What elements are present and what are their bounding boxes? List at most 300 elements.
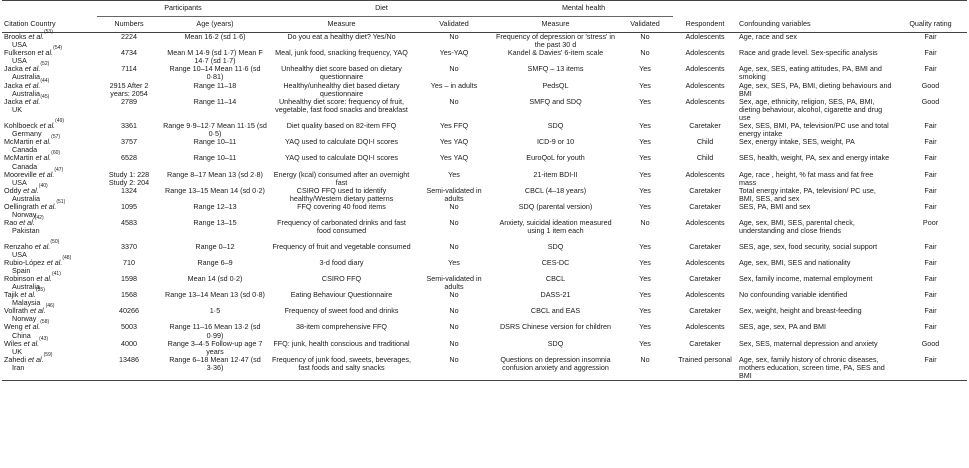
et-al: et al. (33, 153, 52, 163)
age-cell: Mean M 14·9 (sd 1·7) Mean F 14·7 (sd 1·7) (167, 48, 263, 66)
quality-rating-cell: Fair (924, 241, 937, 251)
table-row (2, 291, 967, 307)
numbers-cell: 5003 (121, 322, 137, 332)
diet-group-header: Diet (269, 1, 494, 17)
et-al: et al. (36, 169, 55, 179)
et-al: et al. (26, 32, 44, 41)
mental-health-measure-cell: Kandel & Davies' 6-item scale (507, 48, 604, 58)
author-name: Oddy (4, 185, 22, 195)
numbers-cell: 4000 (121, 338, 137, 348)
age-cell: Range 10–11 (193, 137, 237, 147)
author-name: Mooreville (4, 169, 37, 179)
diet-validated-cell: No (449, 322, 459, 332)
diet-validated-cell: No (449, 218, 459, 228)
confounding-variables-cell: Age, race and sex (739, 32, 797, 41)
author-name: Brooks (4, 32, 27, 41)
country: Australia (12, 72, 40, 82)
diet-measure-cell: 38-item comprehensive FFQ (295, 322, 388, 332)
et-al: et al. (34, 273, 52, 283)
et-al: et al. (33, 137, 52, 147)
mental-health-validated-cell: Yes (639, 322, 651, 332)
country: UK (12, 104, 22, 114)
reference-number: (60) (51, 150, 61, 157)
diet-validated-cell: No (449, 306, 459, 316)
numbers-cell: 3361 (121, 121, 137, 131)
diet-measure-cell: Meal, junk food, snacking frequency, YAQ (275, 48, 408, 58)
respondent-cell: Adolescents (685, 290, 725, 300)
diet-validated-cell: Yes YAQ (439, 137, 469, 147)
quality-rating-cell: Fair (924, 32, 937, 41)
et-al: et al. (38, 201, 57, 211)
confounding-variables-cell: Sex, age, ethnicity, religion, SES, PA, BMI, dieting behaviour, alcohol, cigarette and drug use (739, 96, 883, 122)
country: China (12, 330, 31, 340)
table-body (2, 29, 967, 381)
respondent-cell: Caretaker (689, 273, 721, 283)
diet-measure-cell: 3-d food diary (319, 257, 364, 267)
reference-number: (42) (34, 215, 44, 222)
respondent-cell: Caretaker (689, 185, 721, 195)
mental-health-validated-cell: No (640, 218, 650, 228)
table-row (2, 356, 967, 381)
reference-number: (47) (54, 166, 64, 173)
respondent-cell: Adolescents (685, 32, 725, 41)
confounding-variables-cell: Sex, SES, BMI, PA, television/PC use and total energy intake (739, 121, 889, 139)
reference-number: (57) (51, 134, 61, 141)
country: USA (12, 40, 27, 50)
numbers-cell: 710 (123, 257, 135, 267)
citation-cell (2, 238, 97, 259)
mental-health-validated-cell: Yes (639, 306, 651, 316)
mental-health-measure-cell: SMFQ and SDQ (529, 96, 582, 106)
diet-validated-header: Validated (414, 17, 494, 33)
author-name: Weng (4, 322, 23, 332)
mental-health-measure-cell: 21-item BDI-II (533, 169, 578, 179)
et-al: et al. (37, 121, 56, 131)
table-row (2, 138, 967, 154)
studies-table (2, 0, 967, 381)
table-row (2, 307, 967, 323)
citation-cell (2, 45, 97, 68)
et-al: et al. (22, 64, 41, 74)
diet-measure-cell: Diet quality based on 82-item FFQ (286, 121, 397, 131)
author-name: Fulkerson (4, 48, 36, 58)
age-cell: Range 6–9 (197, 257, 233, 267)
table-row (2, 219, 967, 242)
respondent-cell: Adolescents (685, 96, 725, 106)
age-cell: Range 9·9–12·7 Mean 11·15 (sd 0·5) (163, 121, 267, 139)
confounding-variables-cell: Sex, SES, maternal depression and anxiety (739, 338, 878, 348)
numbers-cell: 7114 (121, 64, 137, 74)
table-row (2, 49, 967, 65)
quality-rating-cell: Fair (924, 185, 937, 195)
country: USA (12, 56, 27, 66)
et-al: et al. (44, 257, 63, 267)
respondent-cell: Caretaker (689, 338, 721, 348)
et-al: et al. (32, 241, 51, 251)
numbers-cell: 1568 (121, 290, 137, 300)
et-al: et al. (27, 306, 46, 316)
citation-cell (2, 150, 97, 171)
quality-rating-cell: Good (921, 338, 940, 348)
author-name: Robinson (4, 273, 35, 283)
mental-health-validated-cell: Yes (639, 80, 651, 90)
age-cell: Range 8–17 Mean 13 (sd 2·8) (167, 169, 263, 179)
author-name: Zahedi (4, 354, 26, 364)
mental-health-validated-cell: Yes (639, 64, 651, 74)
age-cell: Range 0–12 (195, 241, 235, 251)
table-row (2, 122, 967, 138)
diet-measure-cell: CSIRO FFQ (321, 273, 362, 283)
country: Canada (12, 145, 38, 155)
reference-number: (52) (40, 61, 50, 68)
mental-health-validated-cell: Yes (639, 257, 651, 267)
et-al: et al. (22, 80, 41, 90)
participants-group-header: Participants (97, 1, 269, 17)
respondent-cell: Adolescents (685, 257, 725, 267)
mental-health-validated-header: Validated (617, 17, 673, 33)
country: USA (12, 249, 27, 259)
mental-health-measure-cell: Frequency of depression or 'stress' in the past 30 d (496, 32, 616, 50)
respondent-cell: Caretaker (689, 201, 721, 211)
mental-health-measure-cell: CBCL (4–18 years) (524, 185, 587, 195)
age-cell: Range 13–14 Mean 13 (sd 0·8) (165, 290, 265, 300)
diet-validated-cell: Yes YAQ (439, 153, 469, 163)
respondent-cell: Adolescents (685, 169, 725, 179)
confounding-variables-cell: Sex, family income, maternal employment (739, 273, 873, 283)
quality-rating-cell: Fair (894, 356, 967, 381)
quality-rating-cell: Fair (924, 121, 937, 131)
diet-validated-cell: Yes (448, 257, 460, 267)
author-name: Vollrath (4, 306, 28, 316)
diet-validated-cell: No (449, 241, 459, 251)
reference-number: (44) (40, 77, 50, 84)
et-al: et al. (17, 218, 35, 228)
confounding-variables-cell: Race and grade level. Sex-specific analysis (739, 48, 878, 58)
mental-health-validated-cell: Yes (639, 185, 651, 195)
mental-health-validated-cell: No (640, 32, 650, 41)
reference-number: (48) (62, 254, 72, 261)
age-cell: Range 3–4·5 Follow-up age 7 years (167, 338, 263, 356)
diet-validated-cell: Semi-validated in adults (426, 185, 482, 203)
diet-validated-cell: No (449, 290, 459, 300)
quality-rating-cell: Fair (924, 64, 937, 74)
quality-rating-header: Quality rating (894, 17, 967, 33)
numbers-cell: 1095 (121, 201, 137, 211)
et-al: et al. (21, 185, 39, 195)
quality-rating-cell: Good (921, 96, 940, 106)
mental-health-validated-cell: Yes (639, 137, 651, 147)
country: Spain (12, 265, 31, 275)
diet-measure-cell: Unhealthy diet score: frequency of fruit, vegetable, fast food snacks and breakfast (275, 96, 408, 114)
confounding-variables-cell: SES, PA, BMI and sex (739, 201, 811, 211)
author-name: Oellingrath (4, 201, 39, 211)
diet-validated-cell: No (414, 356, 494, 381)
reference-number: (54) (53, 45, 63, 52)
confounding-variables-cell: Age, race , height, % fat mass and fat free mass (739, 169, 874, 187)
diet-validated-cell: No (449, 64, 459, 74)
table-row (2, 259, 967, 275)
table-row (2, 243, 967, 259)
age-cell: Range 11–16 Mean 13·2 (sd 0·99) (169, 322, 261, 340)
table-row (2, 82, 967, 98)
mental-health-validated-cell: Yes (639, 338, 651, 348)
respondent-cell: Adolescents (685, 322, 725, 332)
diet-measure-cell: Do you eat a healthy diet? Yes/No (287, 32, 396, 41)
numbers-cell: 2915 After 2 years: 2054 (109, 80, 149, 98)
author-name: Jacka (4, 64, 23, 74)
diet-validated-cell: No (449, 338, 459, 348)
et-al: et al. (22, 322, 41, 332)
mental-health-measure-cell: EuroQoL for youth (526, 153, 585, 163)
reference-number: (50) (50, 238, 60, 245)
confounding-variables-cell: Age, sex, SES, PA, BMI, dieting behaviours and BMI (739, 80, 892, 98)
respondent-cell: Caretaker (689, 306, 721, 316)
numbers-cell: 3370 (121, 241, 137, 251)
reference-number: (40) (38, 182, 48, 189)
country: Malaysia (12, 298, 41, 308)
numbers-cell: 13486 (97, 356, 161, 381)
reference-number: (43) (39, 335, 49, 342)
quality-rating-cell: Fair (924, 169, 937, 179)
mental-health-validated-cell: Yes (639, 169, 651, 179)
mental-health-measure-header: Measure (494, 17, 617, 33)
respondent-cell: Adolescents (685, 80, 725, 90)
numbers-cell: 2789 (121, 96, 137, 106)
diet-measure-cell: Frequency of carbonated drinks and fast food consumed (277, 218, 406, 236)
diet-measure-cell: FFQ covering 40 food items (297, 201, 386, 211)
reference-number: (55) (35, 287, 45, 294)
diet-measure-cell: CSIRO FFQ used to identify healthy/Western dietary patterns (289, 185, 394, 203)
mental-health-measure-cell: DSRS Chinese version for children (499, 322, 612, 332)
respondent-cell: Adolescents (685, 48, 725, 58)
diet-measure-cell: Eating Behaviour Questionnaire (290, 290, 393, 300)
country: Pakistan (12, 226, 40, 236)
respondent-cell: Caretaker (689, 241, 721, 251)
diet-measure-cell: Energy (kcal) consumed after an overnight fast (273, 169, 410, 187)
citation-country-header: Citation Country (2, 17, 97, 33)
country: Germany (12, 129, 42, 139)
reference-number: (58) (40, 319, 50, 326)
confounding-variables-cell: Age, sex, family history of chronic diseases, mothers education, screen time, PA, SES and BMI (737, 356, 894, 381)
et-al: et al. (21, 338, 40, 348)
confounding-variables-cell: Total energy intake, PA, television/ PC use, BMI, SES, and sex (739, 185, 876, 203)
quality-rating-cell: Fair (924, 306, 937, 316)
mental-health-validated-cell: Yes (639, 290, 651, 300)
respondent-cell: Child (696, 137, 714, 147)
author-name: Tajik (4, 290, 19, 300)
confounding-variables-cell: Age, sex, BMI, SES, parental check, understanding and close friends (739, 218, 855, 236)
age-cell: Mean 16·2 (sd 1·6) (184, 32, 246, 41)
diet-validated-cell: Yes (448, 169, 460, 179)
diet-measure-cell: YAQ used to calculate DQI-I scores (285, 137, 398, 147)
diet-validated-cell: Yes – in adults (430, 80, 478, 90)
author-name: McMartin (4, 137, 34, 147)
age-cell: Mean 14 (sd 0·2) (187, 273, 243, 283)
citation-cell (2, 77, 97, 98)
mental-health-measure-cell: SDQ (547, 121, 564, 131)
confounding-variables-cell: No confounding variable identified (739, 290, 848, 300)
country: Australia (12, 193, 40, 203)
mental-health-measure-cell: ICD-9 or 10 (536, 137, 575, 147)
column-header-row (2, 17, 967, 33)
age-cell: Range 6–18 Mean 12·47 (sd 3·36) (161, 356, 269, 381)
author-name: Jacka (4, 96, 23, 106)
quality-rating-cell: Fair (924, 137, 937, 147)
author-name: Renzaho (4, 241, 33, 251)
confounding-variables-cell: SES, age, sex, PA and BMI (739, 322, 826, 332)
diet-validated-cell: No (449, 96, 459, 106)
mental-health-measure-cell: CBCL (545, 273, 566, 283)
country: Australia (12, 88, 40, 98)
country: UK (12, 346, 22, 356)
mental-health-validated-cell: Yes (639, 273, 651, 283)
confounding-variables-cell: Sex, energy intake, SES, weight, PA (739, 137, 855, 147)
author-name: Wiles (4, 338, 22, 348)
country: Canada (12, 161, 38, 171)
table-row (2, 187, 967, 203)
table-row (2, 33, 967, 50)
author-name: Rao (4, 218, 18, 228)
quality-rating-cell: Fair (924, 48, 937, 58)
mental-health-group-header: Mental health (494, 1, 673, 17)
author-name: McMartin (4, 153, 34, 163)
age-cell: Range 13–15 (193, 218, 237, 228)
numbers-cell: 6528 (121, 153, 137, 163)
quality-rating-cell: Fair (924, 201, 937, 211)
mental-health-measure-cell: SDQ (547, 241, 564, 251)
quality-rating-cell: Fair (924, 322, 937, 332)
numbers-cell: 4583 (121, 218, 137, 228)
respondent-cell: Caretaker (689, 121, 721, 131)
author-name: Rubio-López (4, 257, 45, 267)
confounding-variables-cell: SES, health, weight, PA, sex and energy intake (739, 153, 890, 163)
quality-rating-cell: Fair (924, 290, 937, 300)
reference-number: (49) (55, 118, 65, 125)
confounding-variables-cell: SES, age, sex, food security, social support (739, 241, 878, 251)
diet-measure-cell: Frequency of junk food, sweets, beverages, fast foods and salty snacks (269, 356, 414, 381)
country: USA (12, 177, 27, 187)
quality-rating-cell: Good (921, 80, 940, 90)
table-row (2, 171, 967, 187)
table-row (2, 65, 967, 81)
age-cell: Range 11–18 (193, 80, 237, 90)
numbers-cell: 4734 (121, 48, 137, 58)
country: Australia (12, 282, 40, 292)
quality-rating-cell: Fair (924, 153, 937, 163)
quality-rating-cell: Fair (924, 273, 937, 283)
respondent-cell: Adolescents (685, 218, 725, 228)
diet-measure-cell: Frequency of fruit and vegetable consumed (272, 241, 411, 251)
numbers-cell: Study 1: 228 Study 2: 204 (108, 169, 150, 187)
reference-number: (53) (43, 29, 53, 35)
mental-health-validated-cell: Yes (639, 241, 651, 251)
mental-health-measure-cell: CES-DC (541, 257, 570, 267)
age-cell: Range 12–13 (193, 201, 237, 211)
table-row (2, 323, 967, 339)
age-cell: Range 10–11 (193, 153, 237, 163)
mental-health-validated-cell: No (640, 48, 650, 58)
age-cell: 1·5 (209, 306, 221, 316)
mental-health-validated-cell: Yes (639, 153, 651, 163)
age-cell: Range 10–14 Mean 11·6 (sd 0·81) (169, 64, 261, 82)
mental-health-measure-cell: Questions on depression insomnia confusion anxiety and aggression (494, 356, 617, 381)
author-name: Jacka (4, 80, 23, 90)
country: Iran (12, 362, 25, 372)
numbers-cell: 3757 (121, 137, 137, 147)
table-row (2, 340, 967, 356)
citation-cell (2, 118, 97, 141)
reference-number: (45) (40, 93, 50, 100)
mental-health-measure-cell: DASS-21 (540, 290, 571, 300)
et-al: et al. (25, 354, 44, 364)
diet-validated-cell: Yes-YAQ (439, 48, 469, 58)
mental-health-measure-cell: PedsQL (542, 80, 569, 90)
reference-number: (51) (56, 198, 66, 205)
table-row (2, 275, 967, 291)
diet-measure-header: Measure (269, 17, 414, 33)
et-al: et al. (22, 96, 41, 106)
author-name: Kohlboeck (4, 121, 38, 131)
numbers-cell: 40266 (119, 306, 139, 316)
diet-measure-cell: Unhealthy diet score based on dietary questionnaire (281, 64, 402, 82)
diet-validated-cell: No (449, 201, 459, 211)
diet-measure-cell: Frequency of sweet food and drinks (284, 306, 399, 316)
diet-measure-cell: FFQ: junk, health conscious and traditional (273, 338, 410, 348)
numbers-cell: 1598 (121, 273, 137, 283)
mental-health-validated-cell: Yes (639, 201, 651, 211)
et-al: et al. (35, 48, 54, 58)
quality-rating-cell: Fair (924, 257, 937, 267)
country: Norway (12, 314, 37, 324)
mental-health-measure-cell: SMFQ – 13 items (527, 64, 584, 74)
confounding-variables-cell: Age, sex, BMI, SES and nationality (739, 257, 851, 267)
age-cell: Range 11–14 (193, 96, 237, 106)
numbers-cell: 1324 (121, 185, 137, 195)
reference-number: (46) (45, 303, 55, 310)
diet-validated-cell: Semi-validated in adults (426, 273, 482, 292)
mental-health-validated-cell: No (617, 356, 673, 381)
age-cell: Range 13–15 Mean 14 (sd 0·2) (165, 185, 265, 195)
age-header: Age (years) (161, 17, 269, 33)
quality-rating-cell: Poor (922, 218, 939, 228)
numbers-header: Numbers (97, 17, 161, 33)
mental-health-measure-cell: Anxiety, suicidal ideation measured using 1 item each (499, 218, 612, 236)
mental-health-measure-cell: SDQ (parental version) (518, 201, 593, 211)
table-row (2, 203, 967, 219)
diet-measure-cell: Healthy/unhealthy diet based dietary questionnaire (283, 80, 400, 98)
et-al: et al. (18, 290, 36, 300)
mental-health-measure-cell: SDQ (547, 338, 564, 348)
table-row (2, 98, 967, 122)
respondent-cell: Adolescents (685, 64, 725, 74)
respondent-cell: Child (696, 153, 714, 163)
table-row (2, 154, 967, 170)
reference-number: (41) (51, 270, 61, 277)
numbers-cell: 2224 (121, 32, 137, 41)
diet-validated-cell: No (449, 32, 459, 41)
respondent-cell: Trained personal (673, 356, 737, 381)
group-header-row (2, 1, 967, 17)
confounding-variables-header: Confounding variables (737, 17, 894, 33)
mental-health-measure-cell: CBCL and EAS (530, 306, 581, 316)
citation-cell (2, 29, 97, 50)
respondent-header: Respondent (673, 17, 737, 33)
confounding-variables-cell: Age, sex, SES, eating attitudes, PA, BMI and smoking (739, 64, 882, 82)
diet-measure-cell: YAQ used to calculate DQI-I scores (285, 153, 398, 163)
mental-health-validated-cell: Yes (639, 121, 651, 131)
mental-health-validated-cell: Yes (639, 96, 651, 106)
reference-number: (59) (43, 351, 53, 358)
